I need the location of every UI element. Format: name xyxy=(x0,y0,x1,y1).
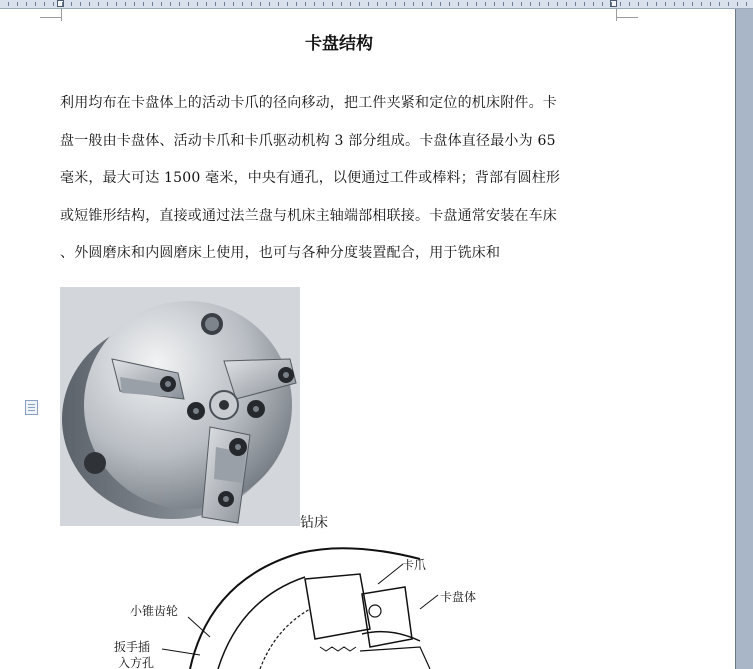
ruler-tick xyxy=(152,2,153,6)
ruler-tick xyxy=(710,2,711,6)
ruler-tick xyxy=(665,2,666,6)
ruler-tick xyxy=(359,2,360,6)
ruler-tick xyxy=(341,2,342,6)
ruler-tick xyxy=(395,2,396,6)
ruler-tick xyxy=(593,2,594,6)
ruler-tick xyxy=(548,2,549,6)
ruler-tick xyxy=(116,2,117,6)
paragraph-line: 或短锥形结构，直接或通过法兰盘与机床主轴端部相联接。卡盘通常安装在车床 xyxy=(60,207,557,224)
ruler-tick xyxy=(737,2,738,6)
ruler-tick xyxy=(197,2,198,6)
ruler-tick xyxy=(323,2,324,6)
ruler-tick xyxy=(80,2,81,6)
document-title: 卡盘结构 xyxy=(305,34,373,54)
ruler-tick xyxy=(71,2,72,6)
ruler-tick xyxy=(179,2,180,6)
ruler-tick xyxy=(674,2,675,6)
ruler-tick xyxy=(404,2,405,6)
ruler-tick xyxy=(512,2,513,6)
label-wrench-socket-line1: 扳手插 xyxy=(114,640,151,654)
ruler-tick xyxy=(521,2,522,6)
ruler-tick xyxy=(62,2,63,6)
chuck-structure-diagram[interactable] xyxy=(100,539,520,669)
ruler-tick xyxy=(719,2,720,6)
ruler-tick xyxy=(89,2,90,6)
paragraph-anchor-icon[interactable] xyxy=(25,400,38,415)
ruler-tick xyxy=(530,2,531,6)
ruler-tick xyxy=(26,2,27,6)
ruler-tick xyxy=(188,2,189,6)
chuck-photo[interactable] xyxy=(60,287,300,526)
ruler-tick xyxy=(683,2,684,6)
ruler-tick xyxy=(440,2,441,6)
paragraph-line: 盘一般由卡盘体、活动卡爪和卡爪驱动机构 3 部分组成。卡盘体直径最小为 65 xyxy=(60,132,556,149)
image-caption: 钻床 xyxy=(300,515,328,531)
label-wrench-socket-line2: 入方孔 xyxy=(118,656,155,669)
ruler-tick xyxy=(17,2,18,6)
ruler-tick xyxy=(143,2,144,6)
ruler-tick xyxy=(638,2,639,6)
label-chuck-body: 卡盘体 xyxy=(440,590,477,604)
ruler-tick xyxy=(215,2,216,6)
ruler-tick xyxy=(206,2,207,6)
ruler-tick xyxy=(251,2,252,6)
ruler-tick xyxy=(458,2,459,6)
ruler-tick xyxy=(575,2,576,6)
ruler-tick xyxy=(584,2,585,6)
ruler-tick xyxy=(422,2,423,6)
ruler-tick xyxy=(296,2,297,6)
ruler-tick xyxy=(557,2,558,6)
ruler-tick xyxy=(368,2,369,6)
ruler-tick xyxy=(602,2,603,6)
ruler-tick xyxy=(611,2,612,6)
ruler-tick xyxy=(413,2,414,6)
ruler-tick xyxy=(161,2,162,6)
ruler-tick xyxy=(134,2,135,6)
ruler-tick xyxy=(260,2,261,6)
paragraph-line: 、外圆磨床和内圆磨床上使用，也可与各种分度装置配合，用于铣床和 xyxy=(60,245,501,261)
ruler-tick xyxy=(647,2,648,6)
paragraph-line: 毫米，最大可达 1500 毫米，中央有通孔，以便通过工件或棒料；背部有圆柱形 xyxy=(60,170,561,186)
ruler-tick xyxy=(305,2,306,6)
ruler-tick xyxy=(692,2,693,6)
ruler-tick xyxy=(746,2,747,6)
body-paragraph xyxy=(60,85,620,273)
ruler-tick xyxy=(170,2,171,6)
ruler-tick xyxy=(656,2,657,6)
ruler-tick xyxy=(449,2,450,6)
ruler-tick xyxy=(467,2,468,6)
three-jaw-chuck-image xyxy=(60,287,300,526)
ruler-tick xyxy=(539,2,540,6)
ruler-tick xyxy=(8,2,9,6)
margin-corner-top-left-v xyxy=(61,9,62,21)
ruler-tick xyxy=(431,2,432,6)
ruler-tick xyxy=(701,2,702,6)
margin-corner-top-left xyxy=(40,17,62,18)
document-page[interactable] xyxy=(0,9,736,669)
horizontal-ruler[interactable] xyxy=(0,0,753,9)
ruler-tick xyxy=(566,2,567,6)
ruler-tick xyxy=(386,2,387,6)
ruler-tick xyxy=(332,2,333,6)
ruler-tick xyxy=(224,2,225,6)
label-small-bevel-gear: 小锥齿轮 xyxy=(130,604,179,618)
ruler-tick xyxy=(494,2,495,6)
ruler-tick xyxy=(287,2,288,6)
ruler-tick xyxy=(233,2,234,6)
ruler-tick xyxy=(485,2,486,6)
ruler-tick xyxy=(44,2,45,6)
label-jaw: 卡爪 xyxy=(402,558,427,572)
ruler-tick xyxy=(350,2,351,6)
ruler-tick xyxy=(278,2,279,6)
paragraph-line: 利用均布在卡盘体上的活动卡爪的径向移动，把工件夹紧和定位的机床附件。卡 xyxy=(60,95,557,111)
ruler-tick xyxy=(107,2,108,6)
ruler-tick xyxy=(242,2,243,6)
ruler-tick xyxy=(629,2,630,6)
ruler-tick xyxy=(53,2,54,6)
ruler-tick xyxy=(620,2,621,6)
ruler-tick xyxy=(314,2,315,6)
ruler-tick xyxy=(503,2,504,6)
ruler-tick xyxy=(125,2,126,6)
ruler-tick xyxy=(98,2,99,6)
margin-corner-top-right-v xyxy=(616,9,617,21)
ruler-tick xyxy=(269,2,270,6)
ruler-tick xyxy=(377,2,378,6)
margin-corner-top-right xyxy=(616,17,638,18)
ruler-tick xyxy=(728,2,729,6)
ruler-tick xyxy=(35,2,36,6)
ruler-tick xyxy=(476,2,477,6)
